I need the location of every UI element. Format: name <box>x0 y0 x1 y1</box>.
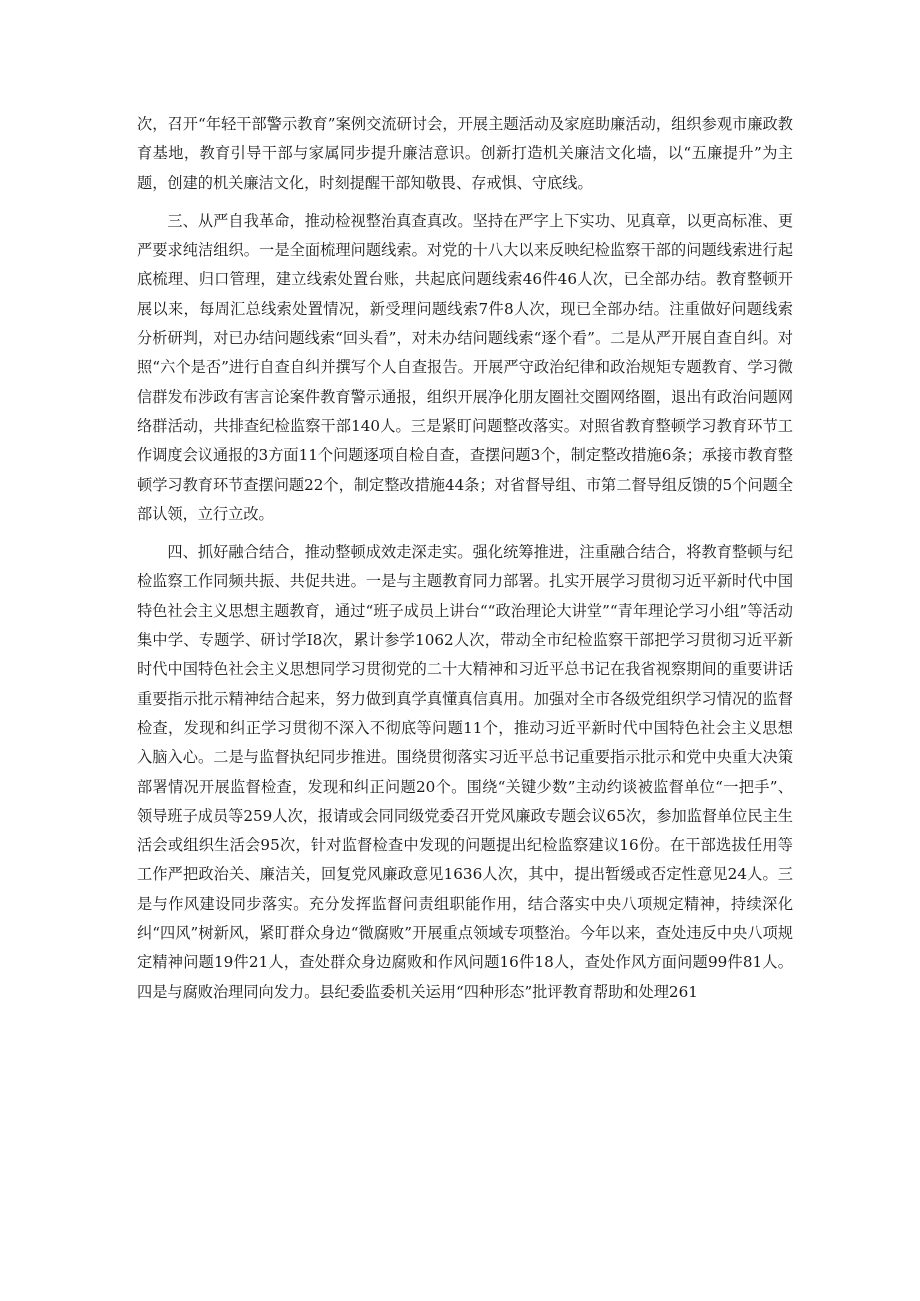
paragraph-section-four: 四、抓好融合结合，推动整顿成效走深走实。强化统筹推进，注重融合结合，将教育整顿与纪检监察工作同频共振、共促共进。一是与主题教育同力部署。扎实开展学习贯彻习近平新时代中国特色社会主义思想主题教育，通过“班子成员上讲台““政治理论大讲堂”“青年理论学习小组”等活动集中学、专题学、研讨学I8次，累计参学1062人次，带动全市纪检监察干部把学习贯彻习近平新时代中国特色社会主义思想同学习贯彻党的二十大精神和习近平总书记在我省视察期间的重要讲话重要指示批示精神结合起来，努力做到真学真懂真信真用。加强对全市各级党组织学习情况的监督检查，发现和纠正学习贯彻不深入不彻底等问题11个，推动习近平新时代中国特色社会主义思想入脑入心。二是与监督执纪同步推进。围绕贯彻落实习近平总书记重要指示批示和党中央重大决策部署情况开展监督检查，发现和纠正问题20个。围绕“关键少数”主动约谈被监督单位“一把手”、领导班子成员等259人次，报请或会同同级党委召开党风廉政专题会议65次，参加监督单位民主生活会或组织生活会95次，针对监督检查中发现的问题提出纪检监察建议16份。在干部选拔任用等工作严把政治关、廉洁关，回复党风廉政意见1636人次，其中，提出暂缓或否定性意见24人。三是与作风建设同步落实。充分发挥监督问责组职能作用，结合落实中央八项规定精神，持续深化纠“四风”树新风，紧盯群众身边“微腐败”开展重点领域专项整治。今年以来，查处违反中央八项规定精神问题19件21人，查处群众身边腐败和作风问题16件18人，查处作风方面问题99件81人。四是与腐败治理同向发力。县纪委监委机关运用“四种形态”批评教育帮助和处理261 <box>137 543 793 1001</box>
document-body <box>137 110 793 1007</box>
paragraph-continuation: 次，召开“年轻干部警示教育”案例交流研讨会，开展主题活动及家庭助廉活动，组织参观市廉政教育基地，教育引导干部与家属同步提升廉洁意识。创新打造机关廉洁文化墙，以“五廉提升”为主题，创建的机关廉洁文化，时刻提醒干部知敬畏、存戒惧、守底线。 <box>137 115 793 192</box>
paragraph-section-three: 三、从严自我革命，推动检视整治真查真改。坚持在严字上下实功、见真章，以更高标准、更严要求纯洁组织。一是全面梳理问题线索。对党的十八大以来反映纪检监察干部的问题线索进行起底梳理、归口管理，建立线索处置台账，共起底问题线索46件46人次，已全部办结。教育整顿开展以来，每周汇总线索处置情况，新受理问题线索7件8人次，现已全部办结。注重做好问题线索分析研判，对已办结问题线索“回头看”，对未办结问题线索“逐个看”。二是从严开展自查自纠。对照“六个是否”进行自查自纠并撰写个人自查报告。开展严守政治纪律和政治规矩专题教育、学习微信群发布涉政有害言论案件教育警示通报，组织开展净化朋友圈社交圈网络圈，退出有政治问题网络群活动，共排查纪检监察干部140人。三是紧盯问题整改落实。对照省教育整顿学习教育环节工作调度会议通报的3方面11个问题逐项自检自查，查摆问题3个，制定整改措施6条；承接市教育整顿学习教育环节查摆问题22个，制定整改措施44条；对省督导组、市第二督导组反馈的5个问题全部认领，立行立改。 <box>137 211 793 523</box>
